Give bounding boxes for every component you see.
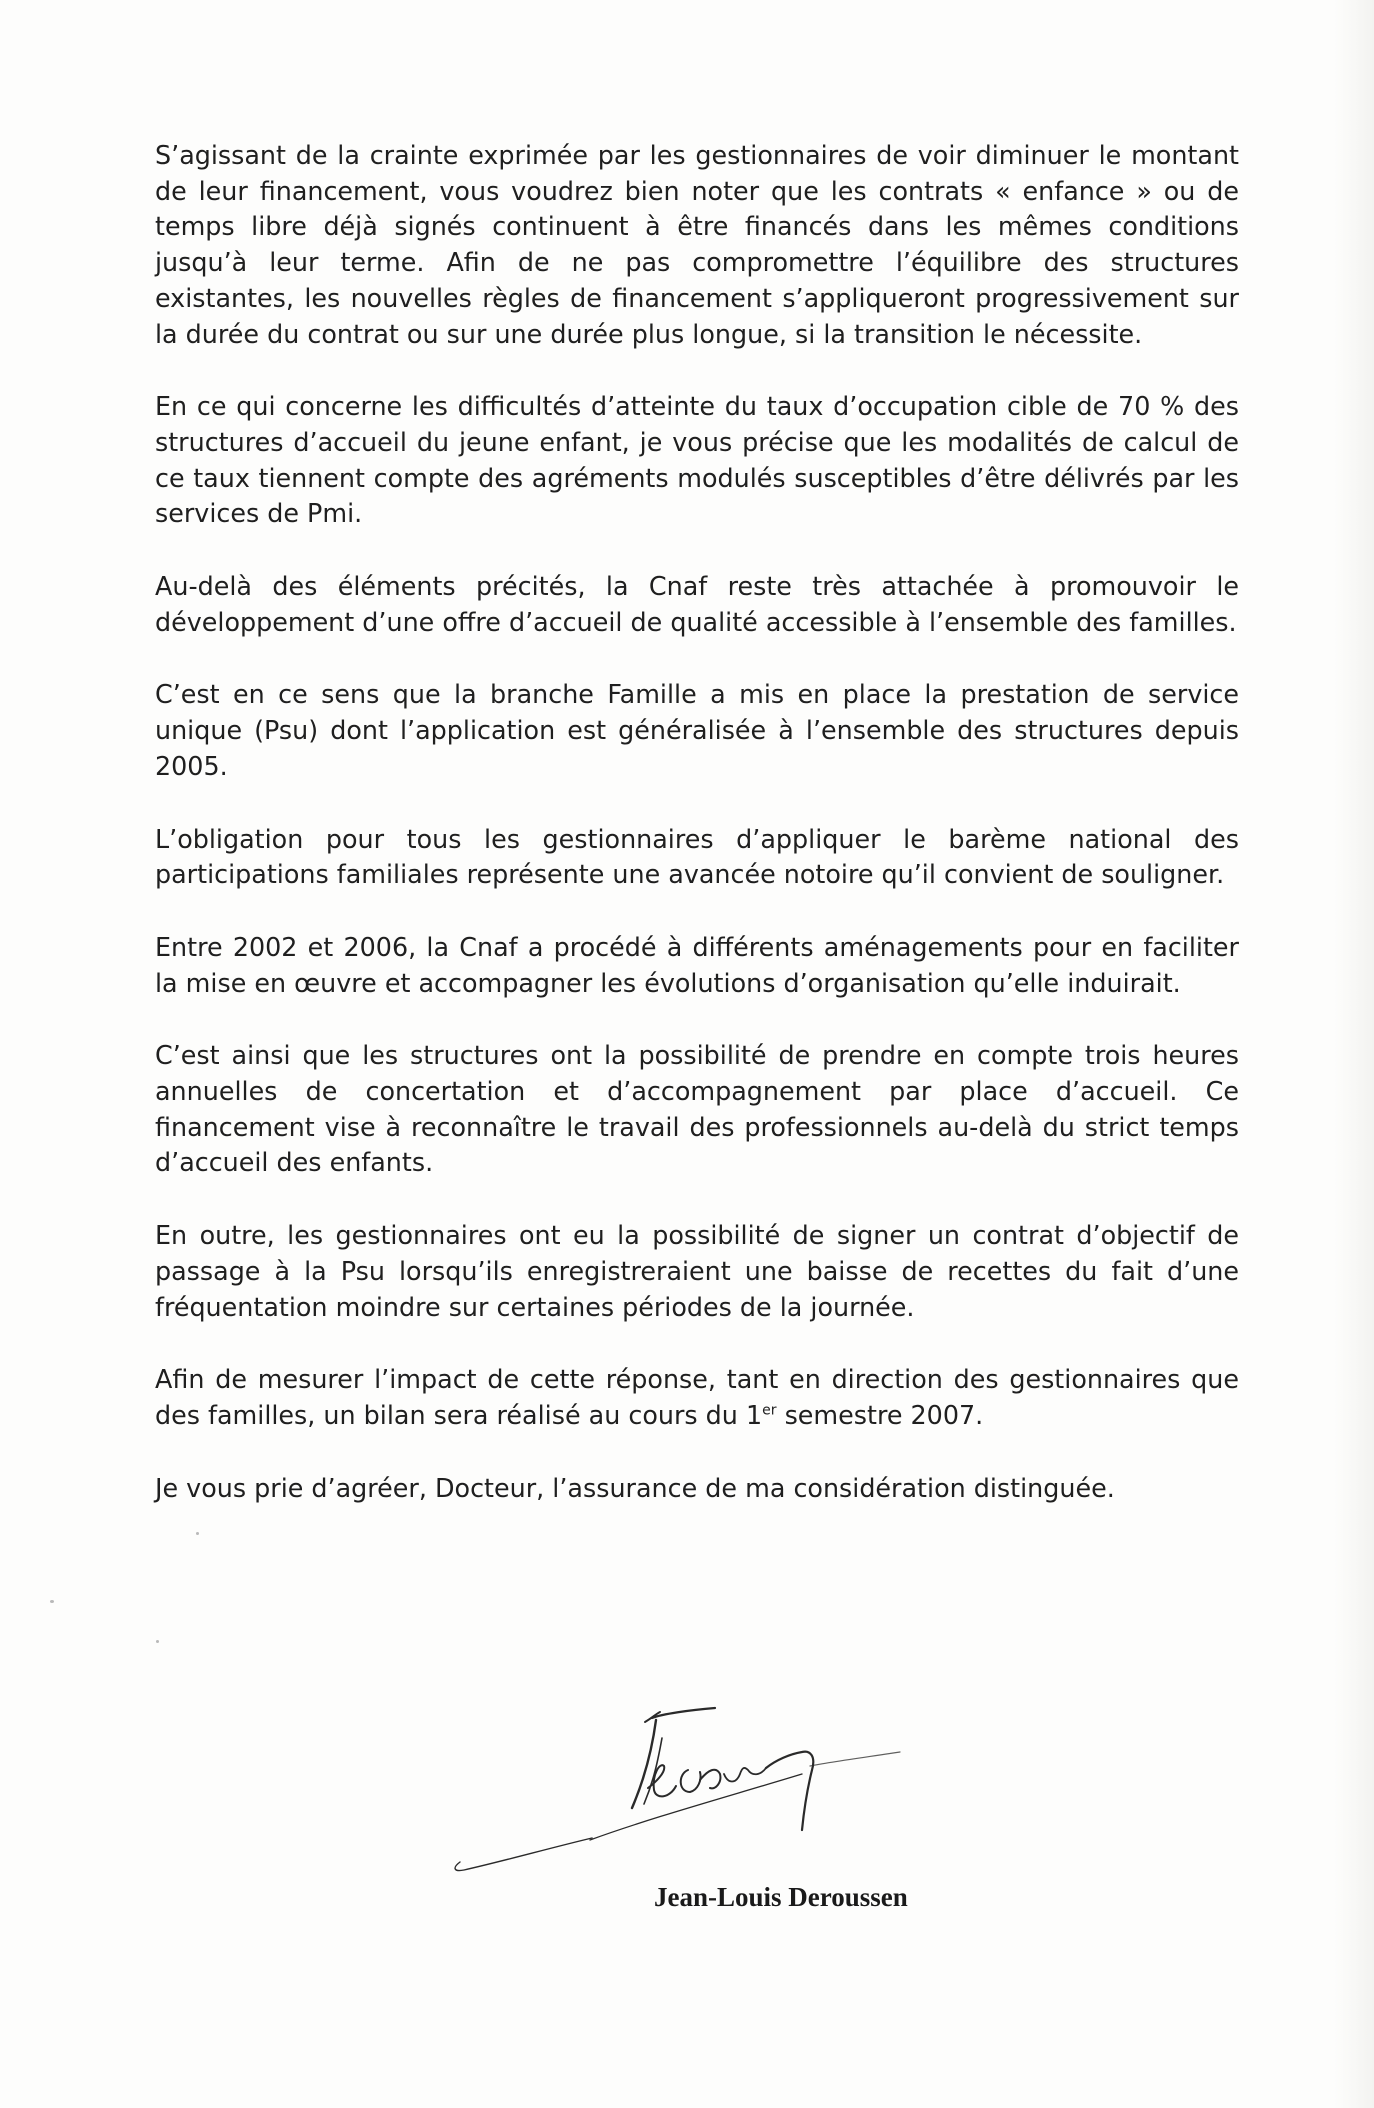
ordinal-superscript: er	[762, 1402, 777, 1419]
scan-speck	[156, 1640, 159, 1643]
scan-speck	[196, 1532, 199, 1535]
paragraph-adjustments: Entre 2002 et 2006, la Cnaf a procédé à différents aménagements pour en faciliter la mise en œuvre et accompagner les évolutions d’organisation qu’elle induirait.	[155, 931, 1239, 998]
paragraph-assessment	[155, 1362, 1239, 1433]
paragraph-occupancy-rate: En ce qui concerne les difficultés d’atteinte du taux d’occupation cible de 70 % des structures d’accueil du jeune enfant, je vous précise que les modalités de calcul de ce taux tiennent compte des agréments modulés susceptibles d’être délivrés par les services de Pmi.	[155, 391, 1239, 529]
paragraph-national-scale: L’obligation pour tous les gestionnaires d’appliquer le barème national des participations familiales représente une avancée notoire qu’il convient de souligner.	[155, 823, 1239, 890]
paragraph-psu: C’est en ce sens que la branche Famille a mis en place la prestation de service unique (Psu) dont l’application est généralisée à l’ensemble des structures depuis 2005.	[155, 679, 1239, 781]
paragraph-funding-concerns: S’agissant de la crainte exprimée par les gestionnaires de voir diminuer le montant de leur financement, vous voudrez bien noter que les contrats « enfance » ou de temps libre déjà signés continuent à être financés dans les mêmes conditions jusqu’à leur terme. Afin de ne pas compromettre l’équilibre des structures existantes, les nouvelles règles de financement s’appliqueront progressivement sur la durée du contrat ou sur une durée plus longue, si la transition le nécessite.	[155, 140, 1239, 349]
scan-speck	[50, 1600, 54, 1603]
assessment-text-end: semestre 2007.	[776, 1399, 984, 1430]
signatory-name: Jean-Louis Deroussen	[654, 1882, 908, 1912]
assessment-text: Afin de mesurer l’impact de cette réponse, tant en direction des gestionnaires que des familles, un bilan sera réalisé au cours du 1	[155, 1364, 1239, 1430]
letter-body	[155, 138, 1239, 1543]
paragraph-concertation-hours: C’est ainsi que les structures ont la possibilité de prendre en compte trois heures annuelles de concertation et d’accompagnement par place d’accueil. Ce financement vise à reconnaître le travail des professionnels au-delà du strict temps d’accueil des enfants.	[155, 1040, 1239, 1178]
scan-edge-shadow	[1334, 0, 1374, 2108]
paragraph-cnaf-commitment: Au-delà des éléments précités, la Cnaf reste très attachée à promouvoir le développement d’une offre d’accueil de qualité accessible à l’ensemble des familles.	[155, 571, 1239, 637]
closing-formula: Je vous prie d’agréer, Docteur, l’assurance de ma considération distinguée.	[155, 1472, 1115, 1503]
handwritten-signature	[430, 1700, 950, 1890]
paragraph-objective-contract: En outre, les gestionnaires ont eu la possibilité de signer un contrat d’objectif de passage à la Psu lorsqu’ils enregistreraient une baisse de recettes du fait d’une fréquentation moindre sur certaines périodes de la journée.	[155, 1220, 1239, 1322]
